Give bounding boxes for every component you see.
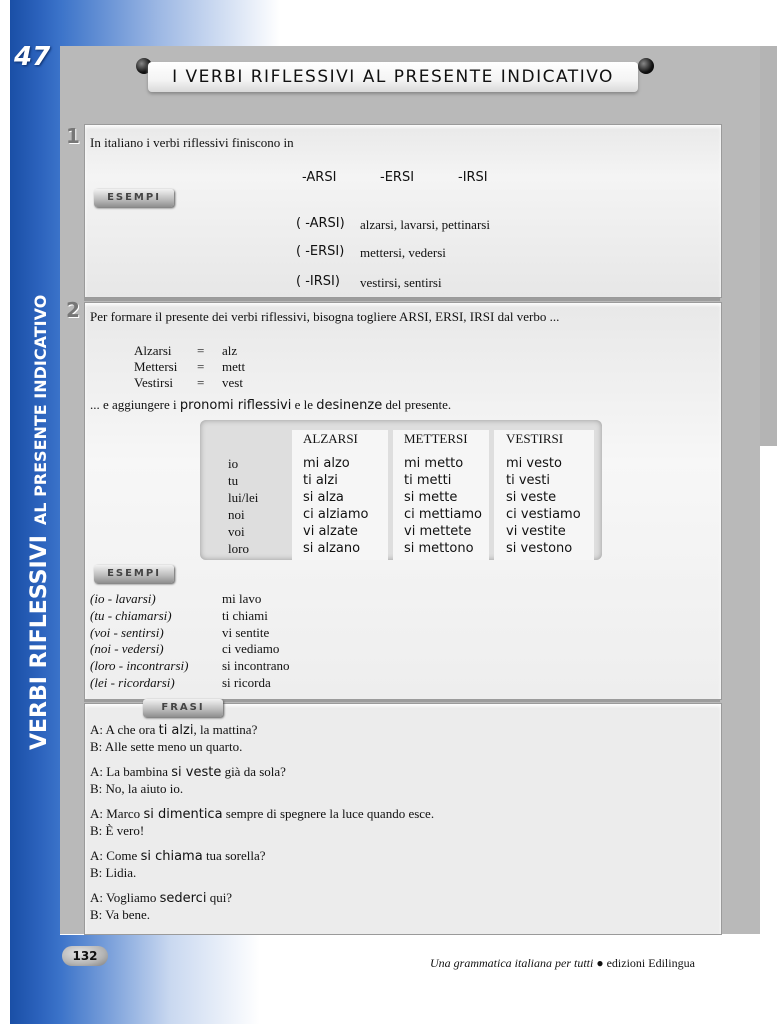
table-cell-mettersi: vi mettete (404, 524, 472, 539)
dialogue-line-a (90, 890, 232, 906)
table-pronoun: noi (228, 507, 245, 522)
section-number-1: 1 (66, 124, 80, 148)
page-number: 132 (62, 946, 108, 966)
table-pronoun: io (228, 456, 239, 471)
add-line-pronomi: pronomi riflessivi (179, 398, 292, 413)
stem-equals: = (197, 343, 205, 358)
table-cell-vestirsi: mi vesto (506, 456, 562, 471)
ending-irsi: -IRSI (458, 170, 488, 185)
add-line-part: e le (291, 397, 317, 412)
side-title (20, 190, 60, 750)
dialogue-line-a (90, 806, 434, 822)
table-pronoun: tu (228, 473, 239, 488)
dialogue-line-b: B: È vero! (90, 823, 145, 838)
example-prompt: (voi - sentirsi) (90, 624, 164, 640)
table-cell-alzarsi: mi alzo (303, 456, 350, 471)
esempi-badge-2: ESEMPI (94, 565, 174, 583)
dialogue-verb: ti alzi (158, 723, 194, 738)
footer-publisher: edizioni Edilingua (606, 956, 695, 970)
page-title: I VERBI RIFLESSIVI AL PRESENTE INDICATIVO (148, 62, 638, 92)
example-answer: si ricorda (222, 675, 271, 690)
section-number-2: 2 (66, 298, 80, 322)
example-words-arsi: alzarsi, lavarsi, pettinarsi (360, 217, 490, 232)
footer-bullet: ● (596, 956, 604, 970)
add-endings-line (90, 397, 451, 413)
section-1-intro: In italiano i verbi riflessivi finiscono in (90, 135, 294, 150)
dialogue-line-b: B: Alle sette meno un quarto. (90, 739, 243, 754)
example-prompt: (noi - vedersi) (90, 641, 164, 657)
dialogue-text: A: Vogliamo (90, 890, 160, 905)
dialogue-text: A: Marco (90, 806, 144, 821)
table-cell-alzarsi: si alza (303, 490, 344, 505)
stem-alz: alz (222, 343, 238, 358)
dialogue-line-b: B: No, la aiuto io. (90, 781, 184, 796)
dialogue-verb: si veste (171, 765, 222, 780)
stem-equals: = (197, 359, 205, 374)
dialogue-text: A: La bambina (90, 764, 172, 779)
add-line-part: del presente. (382, 397, 452, 412)
dialogue-line-b: B: Lidia. (90, 865, 137, 880)
dialogue-line-b: B: Va bene. (90, 907, 151, 922)
side-title-small: AL PRESENTE INDICATIVO (31, 294, 50, 526)
dialogue-text: sempre di spegnere la luce quando esce. (222, 806, 435, 821)
example-tag-irsi: ( -IRSI) (296, 274, 340, 289)
page-right-strip (760, 46, 777, 446)
esempi-badge-1: ESEMPI (94, 189, 174, 207)
table-pronoun: voi (228, 524, 245, 539)
table-cell-mettersi: ci mettiamo (404, 507, 482, 522)
dialogue-text: tua sorella? (202, 848, 266, 863)
table-header-mettersi: METTERSI (404, 431, 468, 446)
stem-vest: vest (222, 375, 243, 390)
table-cell-alzarsi: ci alziamo (303, 507, 369, 522)
stem-mett: mett (222, 359, 246, 374)
table-cell-alzarsi: ti alzi (303, 473, 338, 488)
dialogue-verb: sederci (159, 891, 207, 906)
example-prompt: (tu - chiamarsi) (90, 607, 172, 623)
bead-right (638, 58, 654, 74)
dialogue-text: A: Come (90, 848, 141, 863)
table-cell-mettersi: si mette (404, 490, 458, 505)
dialogue-text: qui? (206, 890, 233, 905)
table-cell-alzarsi: si alzano (303, 541, 361, 556)
section-divider-1 (84, 298, 720, 301)
dialogue-line-a (90, 764, 286, 780)
dialogue-line-a (90, 848, 266, 864)
example-words-irsi: vestirsi, sentirsi (360, 275, 442, 290)
example-tag-ersi: ( -ERSI) (296, 244, 345, 259)
dialogue-line-a (90, 722, 257, 738)
dialogue-verb: si chiama (140, 849, 203, 864)
table-cell-mettersi: mi metto (404, 456, 464, 471)
example-answer: si incontrano (222, 658, 290, 674)
example-words-ersi: mettersi, vedersi (360, 245, 446, 260)
table-cell-alzarsi: vi alzate (303, 524, 358, 539)
table-cell-vestirsi: ci vestiamo (506, 507, 581, 522)
example-answer: mi lavo (222, 591, 262, 606)
stem-equals: = (197, 375, 205, 390)
dialogue-text: A: A che ora (90, 722, 159, 737)
example-answer: vi sentite (222, 624, 270, 640)
frasi-badge: FRASI (143, 699, 223, 717)
table-cell-vestirsi: vi vestite (506, 524, 566, 539)
dialogue-verb: si dimentica (143, 807, 223, 822)
example-prompt: (io - lavarsi) (90, 591, 156, 606)
footer (430, 956, 695, 971)
example-answer: ci vediamo (222, 641, 280, 657)
unit-number: 47 (14, 42, 51, 72)
add-line-part: ... e aggiungere i (90, 397, 180, 412)
add-line-desinenze: desinenze (316, 398, 383, 413)
table-pronoun: loro (228, 541, 249, 556)
example-prompt: (loro - incontrarsi) (90, 658, 189, 674)
table-header-vestirsi: VESTIRSI (506, 431, 564, 446)
table-pronoun: lui/lei (228, 490, 259, 505)
table-cell-vestirsi: si vestono (506, 541, 573, 556)
header-fade (60, 0, 280, 46)
stem-verb-mettersi: Mettersi (134, 359, 178, 374)
example-tag-arsi: ( -ARSI) (296, 216, 345, 231)
table-header-alzarsi: ALZARSI (303, 431, 358, 446)
stem-verb-alzarsi: Alzarsi (134, 343, 172, 358)
dialogue-text: , la mattina? (193, 722, 258, 737)
table-cell-vestirsi: si veste (506, 490, 557, 505)
side-title-main: VERBI RIFLESSIVI (27, 535, 52, 750)
example-prompt: (lei - ricordarsi) (90, 675, 175, 690)
table-cell-vestirsi: ti vesti (506, 473, 551, 488)
dialogue-text: già da sola? (221, 764, 286, 779)
section-2-intro: Per formare il presente dei verbi riflessivi, bisogna togliere ARSI, ERSI, IRSI dal verbo ... (90, 309, 560, 324)
ending-arsi: -ARSI (302, 170, 337, 185)
example-answer: ti chiami (222, 607, 268, 623)
ending-ersi: -ERSI (380, 170, 415, 185)
stem-verb-vestirsi: Vestirsi (134, 375, 173, 390)
table-cell-mettersi: si mettono (404, 541, 474, 556)
table-cell-mettersi: ti metti (404, 473, 452, 488)
footer-book-title: Una grammatica italiana per tutti (430, 956, 594, 970)
